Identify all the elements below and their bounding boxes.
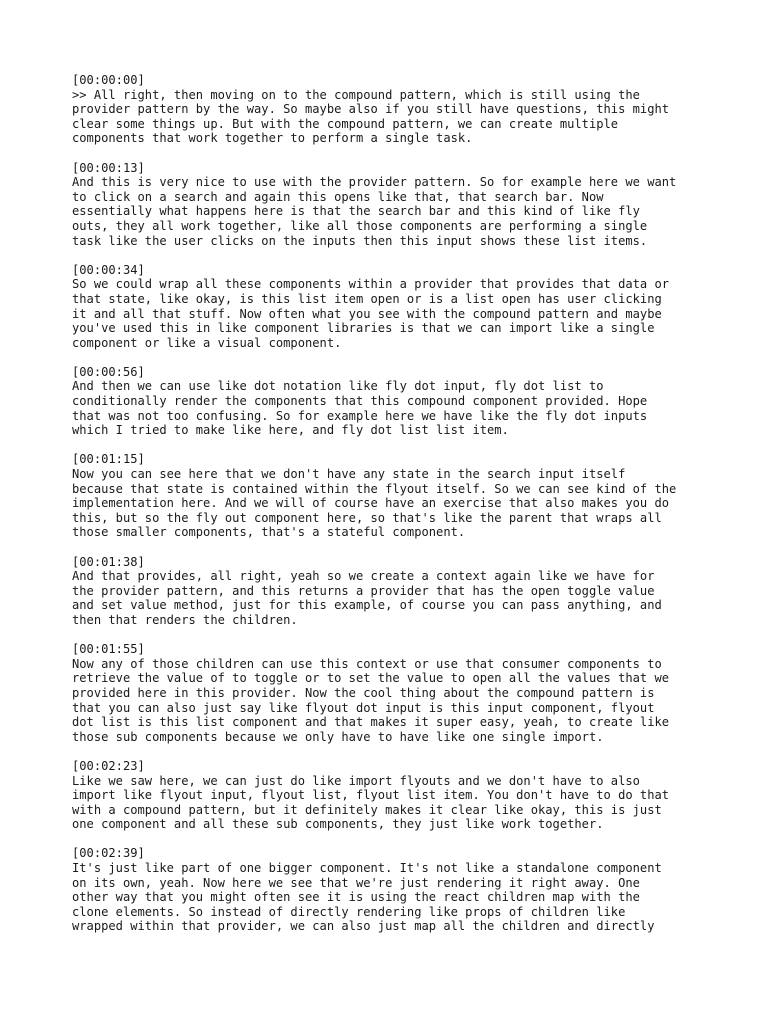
segment-line: provided here in this provider. Now the cool thing about the compound pattern is <box>72 685 655 700</box>
segment-line: And this is very nice to use with the provider pattern. So for example here we want <box>72 175 677 190</box>
segment-line: retrieve the value of to toggle or to set the value to open all the values that we <box>72 671 670 686</box>
segment-line: one component and all these sub components, they just like work together. <box>72 817 604 832</box>
segment-line: which I tried to make like here, and fly dot list list item. <box>72 423 509 438</box>
segment-line: those sub components because we only have to have like one single import. <box>72 729 604 744</box>
segment-line: And that provides, all right, yeah so we create a context again like we have for <box>72 569 655 584</box>
segment-line: implementation here. And we will of course have an exercise that also makes you do <box>72 496 670 511</box>
segment-timestamp: [00:00:00] <box>72 73 145 87</box>
segment-line: provider pattern by the way. So maybe also if you still have questions, this might <box>72 102 670 117</box>
segment-line: outs, they all work together, like all those components are performing a single <box>72 218 648 233</box>
segment-line: dot list is this list component and that makes it super easy, yeah, to create like <box>72 715 670 730</box>
segment-line: task like the user clicks on the inputs then this input shows these list items. <box>72 233 648 248</box>
segment-line: the provider pattern, and this returns a provider that has the open toggle value <box>72 583 655 598</box>
segment-timestamp: [00:01:55] <box>72 642 145 657</box>
segment-timestamp: [00:01:38] <box>72 554 145 569</box>
segment-line: >> All right, then moving on to the compound pattern, which is still using the <box>72 87 640 102</box>
segment-line: Now any of those children can use this context or use that consumer components to <box>72 656 662 671</box>
transcript-segment <box>72 555 712 628</box>
segment-line: to click on a search and again this opens like that, that search bar. Now <box>72 189 604 204</box>
segment-line: with a compound pattern, but it definitely makes it clear like okay, this is just <box>72 802 662 817</box>
segment-line: that you can also just say like flyout dot input is this input component, flyout <box>72 700 655 715</box>
segment-line: components that work together to perform a single task. <box>72 131 473 146</box>
transcript-segment <box>72 642 712 744</box>
transcript-page <box>72 73 712 949</box>
segment-line: other way that you might often see it is using the react children map with the <box>72 890 640 905</box>
transcript-segment <box>72 263 712 351</box>
segment-line: It's just like part of one bigger component. It's not like a standalone component <box>72 861 662 876</box>
segment-line: clone elements. So instead of directly rendering like props of children like <box>72 904 626 919</box>
segment-line: you've used this in like component libraries is that we can import like a single <box>72 321 655 336</box>
segment-line: that state, like okay, is this list item open or is a list open has user clicking <box>72 291 662 306</box>
segment-line: those smaller components, that's a stateful component. <box>72 525 466 540</box>
segment-timestamp: [00:00:34] <box>72 262 145 277</box>
segment-line: Now you can see here that we don't have any state in the search input itself <box>72 467 626 482</box>
segment-line: clear some things up. But with the compound pattern, we can create multiple <box>72 116 619 131</box>
segment-line: this, but so the fly out component here, so that's like the parent that wraps all <box>72 510 662 525</box>
transcript-segment <box>72 846 712 934</box>
segment-line: that was not too confusing. So for example here we have like the fly dot inputs <box>72 408 648 423</box>
segment-line: essentially what happens here is that the search bar and this kind of like fly <box>72 204 640 219</box>
segment-line: it and all that stuff. Now often what you see with the compound pattern and maybe <box>72 306 662 321</box>
segment-line: Like we saw here, we can just do like import flyouts and we don't have to also <box>72 773 640 788</box>
segment-timestamp: [00:00:13] <box>72 160 145 175</box>
segment-line: conditionally render the components that this compound component provided. Hope <box>72 394 648 409</box>
transcript-segment <box>72 161 712 249</box>
segment-timestamp: [00:01:15] <box>72 452 145 467</box>
segment-line: on its own, yeah. Now here we see that we're just rendering it right away. One <box>72 875 640 890</box>
segment-line: and set value method, just for this example, of course you can pass anything, and <box>72 598 662 613</box>
transcript-segment <box>72 759 712 832</box>
segment-timestamp: [00:00:56] <box>72 364 145 379</box>
segment-line: So we could wrap all these components within a provider that provides that data or <box>72 277 670 292</box>
segment-timestamp: [00:02:23] <box>72 758 145 773</box>
transcript-segment <box>72 73 712 146</box>
segment-line: component or like a visual component. <box>72 335 342 350</box>
segment-line: wrapped within that provider, we can also just map all the children and directly <box>72 919 655 934</box>
segment-line: import like flyout input, flyout list, flyout list item. You don't have to do that <box>72 788 670 803</box>
segment-line: because that state is contained within the flyout itself. So we can see kind of the <box>72 481 677 496</box>
transcript-segment <box>72 365 712 438</box>
segment-line: And then we can use like dot notation like fly dot input, fly dot list to <box>72 379 604 394</box>
segment-timestamp: [00:02:39] <box>72 846 145 861</box>
segment-line: then that renders the children. <box>72 612 298 627</box>
transcript-segment <box>72 452 712 540</box>
